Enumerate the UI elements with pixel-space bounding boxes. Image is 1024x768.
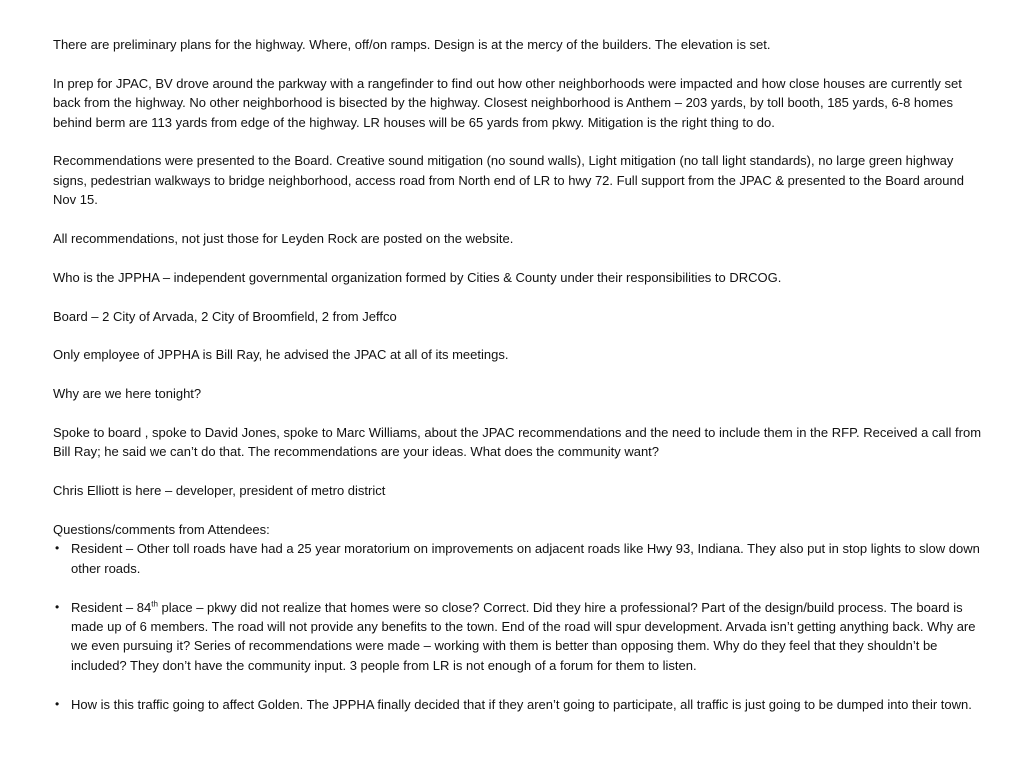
comment-text: How is this traffic going to affect Golden. The JPPHA finally decided that if they aren’t going to participate, all traffic is just going to be dumped into their town.: [71, 696, 972, 712]
bullet-icon: •: [55, 541, 60, 556]
list-item: [53, 539, 983, 578]
comment-text-rest: place – pkwy did not realize that homes were so close? Correct. Did they hire a professional? Part of the design/build process. The board is made up of 6 members. The road will not provide any benefits to the town. End of the road will spur development. Arvada isn’t getting anything back. Why are we even pursuing it? Series of recommendations were made – working with them is better than opposing them. Why do they feel that they shouldn’t be included? They don’t have the community input. 3 people from LR is not enough of a forum for them to listen.: [71, 599, 976, 673]
paragraph-who-is-jppha: Who is the JPPHA – independent governmental organization formed by Cities & County under their responsibilities to DRCOG.: [53, 269, 782, 285]
paragraph-board-members: Board – 2 City of Arvada, 2 City of Broomfield, 2 from Jeffco: [53, 308, 397, 324]
ordinal-suffix: th: [151, 599, 158, 609]
questions-heading: Questions/comments from Attendees:: [53, 522, 270, 537]
paragraph-website-posting: All recommendations, not just those for Leyden Rock are posted on the website.: [53, 231, 514, 247]
list-item: [53, 598, 983, 676]
paragraph-recommendations: Recommendations were presented to the Board. Creative sound mitigation (no sound walls), Light mitigation (no tall light standards), no large green highway signs, pedestrian walkways to bridge neighborhood, access road from North end of LR to hwy 72. Full support from the JPAC & presented to the Board around Nov 15.: [53, 153, 964, 208]
comment-text-start: Resident – 84: [71, 599, 152, 615]
bullet-icon: •: [55, 599, 60, 614]
document-page: [53, 35, 983, 714]
paragraph-why-here: Why are we here tonight?: [53, 386, 202, 402]
paragraph-spoke-to-board: Spoke to board , spoke to David Jones, spoke to Marc Williams, about the JPAC recommendations and the need to include them in the RFP. Received a call from Bill Ray; he said we can’t do that. The recommendations are your ideas. What does the community want?: [53, 425, 982, 460]
bullet-icon: •: [55, 696, 60, 711]
paragraph-chris-elliott: Chris Elliott is here – developer, president of metro district: [53, 483, 386, 499]
paragraph-rangefinder-survey: In prep for JPAC, BV drove around the parkway with a rangefinder to find out how other neighborhoods were impacted and how close houses are currently set back from the highway. No other neighborhood is bisected by the highway. Closest neighborhood is Anthem – 203 yards, by toll booth, 185 yards, 6-8 homes behind berm are 113 yards from edge of the highway. LR houses will be 65 yards from pkwy. Mitigation is the right thing to do.: [53, 75, 962, 130]
attendee-comments-list: [53, 539, 983, 714]
paragraph-only-employee: Only employee of JPPHA is Bill Ray, he advised the JPAC at all of its meetings.: [53, 347, 509, 363]
list-item: [53, 695, 983, 714]
comment-text: Resident – Other toll roads have had a 25 year moratorium on improvements on adjacent roads like Hwy 93, Indiana. They also put in stop lights to slow down other roads.: [71, 541, 980, 576]
paragraph-preliminary-plans: There are preliminary plans for the highway. Where, off/on ramps. Design is at the mercy of the builders. The elevation is set.: [53, 37, 771, 52]
